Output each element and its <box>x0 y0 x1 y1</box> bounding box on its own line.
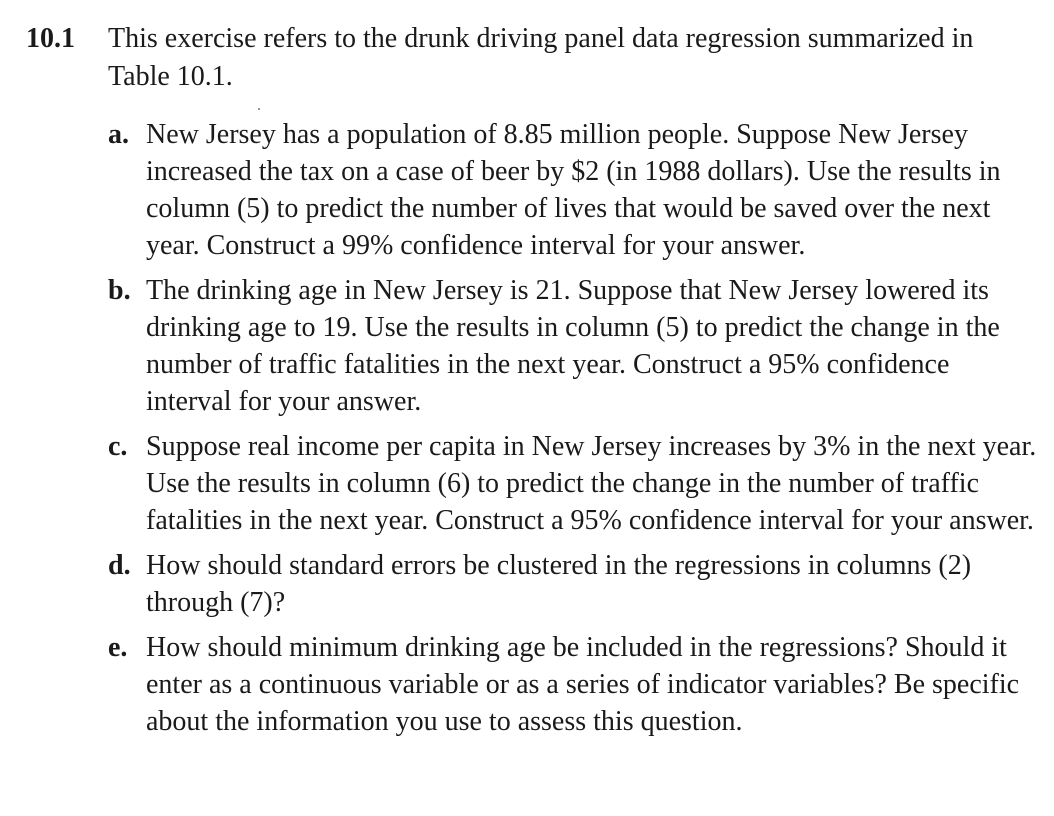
part-text: How should minimum drinking age be included in the regressions? Should it enter as a continuous variable or as a series of indicator variables? Be specific about the information you use to assess this question. <box>146 632 1020 737</box>
part-letter: c. <box>108 431 128 462</box>
part-letter: b. <box>108 275 131 306</box>
part-text: Suppose real income per capita in New Jersey increases by 3% in the next year. Use the results in column (6) to predict the change in the number of traffic fatalities in the next year. Construct a 95% confidence interval for your answer. <box>146 431 1037 536</box>
part-text: How should standard errors be clustered in the regressions in columns (2) through (7)? <box>146 550 972 618</box>
part-letter: d. <box>108 550 131 581</box>
exercise-number: 10.1 <box>26 23 75 54</box>
exercise-parts-list <box>108 116 1038 748</box>
exercise-intro: This exercise refers to the drunk driving panel data regression summarized in Table 10.1. <box>108 23 974 92</box>
part-letter: e. <box>108 632 128 663</box>
part-text: New Jersey has a population of 8.85 million people. Suppose New Jersey increased the tax on a case of beer by $2 (in 1988 dollars). Use the results in column (5) to predict the number of lives that would be saved over the next year. Construct a 99% confidence interval for your answer. <box>146 119 1001 261</box>
part-d <box>108 547 1038 621</box>
part-e <box>108 629 1038 740</box>
part-b <box>108 272 1038 420</box>
stray-mark <box>258 108 260 110</box>
part-letter: a. <box>108 119 129 150</box>
part-text: The drinking age in New Jersey is 21. Suppose that New Jersey lowered its drinking age to 19. Use the results in column (5) to predict the change in the number of traffic fatalities in the next year. Construct a 95% confidence interval for your answer. <box>146 275 1000 417</box>
part-a <box>108 116 1038 264</box>
part-c <box>108 428 1038 539</box>
